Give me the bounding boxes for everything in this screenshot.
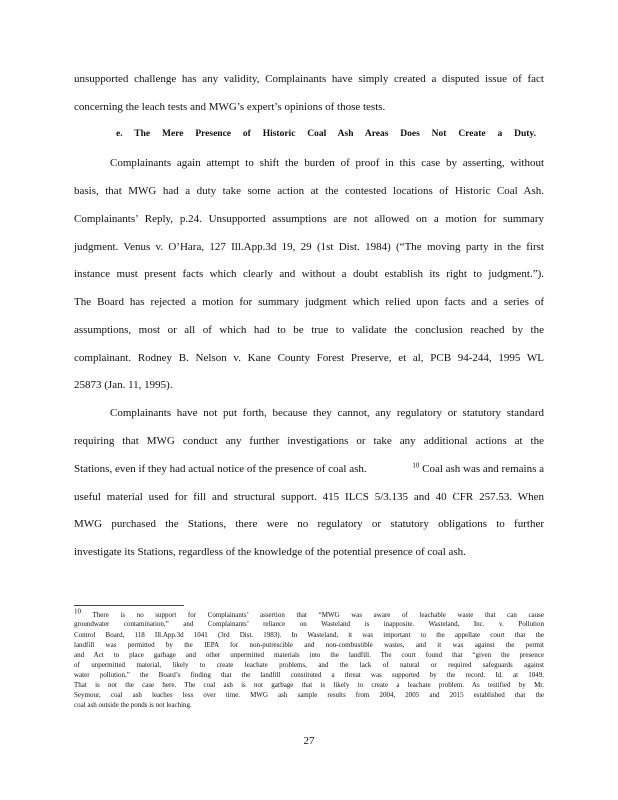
footnote-line: and Act to place garbage and other unpermitted materials into the landfill. The court found that “given the presence [74, 651, 544, 659]
footnote-line: landfill was permitted by the IEPA for non-putrescible and non-combustible wastes, and it was against the permit [74, 641, 544, 649]
body-line: judgment. Venus v. O’Hara, 127 Ill.App.3d 19, 29 (1st Dist. 1984) (“The moving party in the first [74, 241, 544, 253]
body-line: The Board has rejected a motion for summary judgment which relied upon facts and a series of [74, 296, 544, 308]
body-line: complainant. Rodney B. Nelson v. Kane County Forest Preserve, et al, PCB 94-244, 1995 WL [74, 352, 544, 364]
footnote-line: Control Board, 118 Ill.App.3d 1041 (3rd Dist. 1983). In Wasteland, it was important to the appellate court that the [74, 631, 544, 639]
footnote-line: water pollution,” the Board’s finding that the landfill constituted a threat was supported by the record. Id. at 1049. [74, 671, 544, 679]
body-line: requiring that MWG conduct any further investigations or take any additional actions at the [74, 435, 544, 447]
footnote-line [74, 607, 544, 620]
footnote-marker: 10 [74, 607, 81, 616]
body-line-tail: Coal ash was and remains a [422, 463, 544, 475]
footnote-line: groundwater contamination,” and Complainants’ reliance on Wasteland is inapposite. Wasteland, Inc. v. Pollution [74, 620, 544, 628]
body-line-with-footnote [74, 462, 544, 476]
body-line: concerning the leach tests and MWG’s expert’s opinions of those tests. [74, 101, 386, 113]
body-line: 25873 (Jan. 11, 1995). [74, 379, 173, 391]
footnote-line: coal ash outside the ponds is not leaching. [74, 701, 192, 709]
footnote-line: of unpermitted material, likely to create leachate problems, and the lack of natural or required safeguards against [74, 661, 544, 669]
footnote-text: There is no support for Complainants’ assertion that “MWG was aware of leachable waste that can cause [92, 611, 544, 619]
section-heading: e. The Mere Presence of Historic Coal Ash Areas Does Not Create a Duty. [116, 129, 536, 139]
body-line: Complainants have not put forth, because they cannot, any regulatory or statutory standard [110, 407, 544, 419]
footnote-line: That is not the case here. The coal ash is not garbage that is likely to create a leachate problem. As testified by Mr. [74, 681, 544, 689]
body-line: instance must present facts which clearly and without a doubt establish its right to judgment.”). [74, 268, 544, 280]
footnote-reference[interactable]: 10 [412, 461, 420, 470]
body-line: MWG purchased the Stations, there were no regulatory or statutory obligations to further [74, 518, 544, 530]
page-number: 27 [303, 735, 315, 747]
body-line: useful material used for fill and structural support. 415 ILCS 5/3.135 and 40 CFR 257.53. When [74, 491, 544, 503]
body-line: Complainants’ Reply, p.24. Unsupported assumptions are not allowed on a motion for summary [74, 213, 544, 225]
body-line: unsupported challenge has any validity, Complainants have simply created a disputed issue of fact [74, 73, 544, 85]
footnote-ref-group [412, 462, 544, 476]
body-line-text: Stations, even if they had actual notice of the presence of coal ash. [74, 463, 367, 475]
body-line: basis, that MWG had a duty take some action at the contested locations of Historic Coal Ash. [74, 185, 544, 197]
body-line: Complainants again attempt to shift the burden of proof in this case by asserting, without [110, 157, 544, 169]
body-line: assumptions, most or all of which had to be true to validate the conclusion reached by the [74, 324, 544, 336]
body-line: investigate its Stations, regardless of the knowledge of the potential presence of coal ash. [74, 546, 466, 558]
footnote-divider [74, 605, 184, 606]
footnote-line: Seymour, coal ash leaches less over time. MWG ash sample results from 2004, 2005 and 2015 established that the [74, 691, 544, 699]
